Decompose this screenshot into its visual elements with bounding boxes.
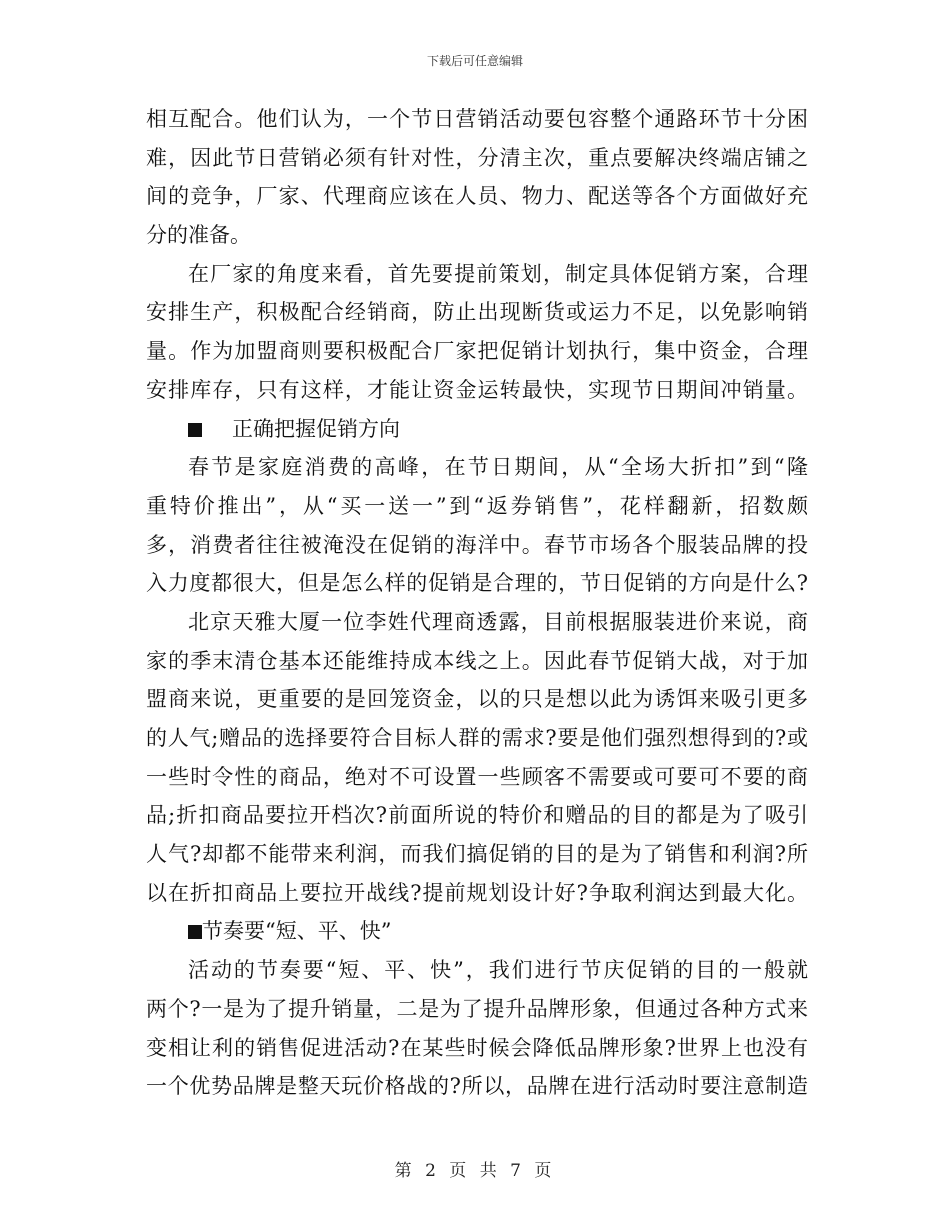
text-line: 盟商来说，更重要的是回笼资金，以的只是想以此为诱饵来吸引更多	[146, 687, 808, 712]
text-line: 在厂家的角度来看，首先要提前策划，制定具体促销方案，合理	[188, 261, 808, 286]
text-line: 相互配合。他们认为，一个节日营销活动要包容整个通路环节十分困	[146, 107, 808, 131]
square-bullet-icon	[188, 423, 202, 437]
text-line: 入力度都很大，但是怎么样的促销是合理的，节日促销的方向是什么?	[146, 571, 808, 596]
text-line: 春节是家庭消费的高峰，在节日期间，从“全场大折扣”到“隆	[188, 455, 808, 480]
text-line: 多，消费者往往被淹没在促销的海洋中。春节市场各个服装品牌的投	[146, 532, 808, 557]
section-heading	[146, 410, 808, 449]
text-line: 间的竞争，厂家、代理商应该在人员、物力、配送等各个方面做好充	[146, 184, 808, 209]
text-line: 难，因此节日营销必须有针对性，分清主次，重点要解决终端店铺之	[146, 145, 808, 170]
text-line: 品;折扣商品要拉开档次?前面所说的特价和赠品的目的都是为了吸引	[146, 803, 808, 828]
text-line: 以在折扣商品上要拉开战线?提前规划设计好?争取利润达到最大化。	[146, 880, 808, 905]
text-line: 一个优势品牌是整天玩价格战的?所以，品牌在进行活动时要注意制造	[146, 1074, 808, 1099]
text-line: 家的季末清仓基本还能维持成本线之上。因此春节促销大战，对于加	[146, 648, 808, 673]
page-header: 下载后可任意编辑	[426, 54, 523, 68]
text-line: 安排库存，只有这样，才能让资金运转最快，实现节日期间冲销量。	[146, 377, 808, 402]
text-line: 的人气;赠品的选择要符合目标人群的需求?要是他们强烈想得到的?或	[146, 726, 808, 750]
text-line: 分的准备。	[146, 223, 251, 248]
page-footer: 第 2 页 共 7 页	[394, 1161, 556, 1181]
section-heading-text: 正确把握促销方向	[232, 416, 400, 441]
text-line: 北京天雅大厦一位李姓代理商透露，目前根据服装进价来说，商	[188, 609, 808, 634]
text-line: 变相让利的销售促进活动?在某些时候会降低品牌形象?世界上也没有	[146, 1035, 808, 1060]
section-heading	[146, 912, 808, 951]
text-line: 两个?一是为了提升销量，二是为了提升品牌形象，但通过各种方式来	[146, 996, 808, 1021]
square-bullet-icon	[188, 925, 202, 939]
section-heading-text: 节奏要“短、平、快”	[202, 919, 392, 944]
text-line: 一些时令性的商品，绝对不可设置一些顾客不需要或可要可不要的商	[146, 764, 808, 789]
text-line: 重特价推出”，从“买一送一”到“返券销售”，花样翻新，招数颇	[146, 493, 808, 518]
text-line: 量。作为加盟商则要积极配合厂家把促销计划执行，集中资金，合理	[146, 339, 808, 364]
text-line: 活动的节奏要“短、平、快”，我们进行节庆促销的目的一般就	[188, 958, 808, 983]
text-line: 安排生产，积极配合经销商，防止出现断货或运力不足，以免影响销	[146, 300, 808, 325]
document-body	[146, 100, 808, 1106]
text-line: 人气?却都不能带来利润，而我们搞促销的目的是为了销售和利润?所	[146, 842, 808, 867]
